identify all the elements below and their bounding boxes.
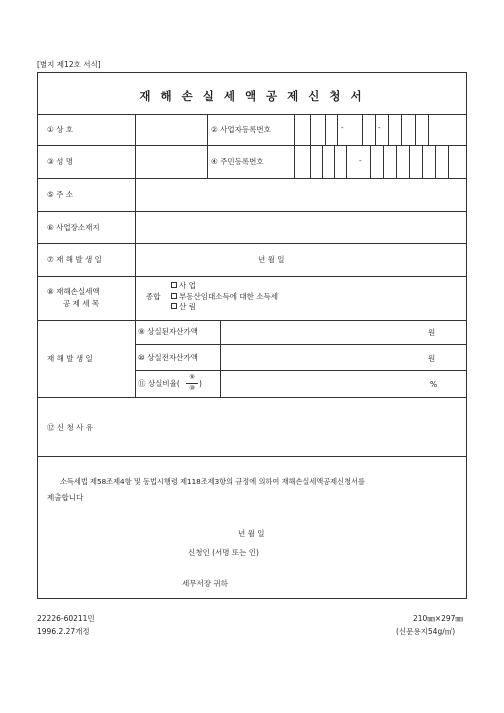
column-divider	[220, 320, 221, 397]
row-divider	[37, 114, 467, 115]
cell-divider	[409, 145, 410, 178]
cell-divider	[396, 145, 397, 178]
separator-dash: -	[378, 124, 381, 132]
revision-date: 1996.2.27개정	[37, 627, 90, 636]
label-lost-assets: ⑨ 상실된자산가액	[138, 327, 198, 336]
label-disaster-occurrence: 재 해 발 생 일	[47, 354, 93, 363]
cell-divider	[370, 145, 371, 178]
row-divider	[135, 344, 467, 345]
ratio-numerator: ⑨	[189, 373, 195, 381]
label-company-name: ① 상 호	[47, 125, 73, 134]
row-divider	[37, 211, 467, 212]
cell-divider	[388, 114, 389, 145]
row-divider	[135, 370, 467, 371]
label-combined: 종합	[146, 292, 161, 301]
cell-divider	[322, 145, 323, 178]
row-divider	[37, 178, 467, 179]
separator-dash: -	[359, 157, 362, 165]
row-divider	[37, 243, 467, 244]
column-divider	[294, 114, 295, 178]
declaration-text-end: 제출합니다	[47, 493, 84, 502]
sign-date: 년 월 일	[238, 529, 265, 538]
unit-won: 원	[428, 354, 436, 363]
cell-divider	[435, 145, 436, 178]
row-divider	[37, 397, 467, 398]
cell-divider	[334, 145, 335, 178]
form-code: 22226-60211민	[37, 614, 95, 623]
label-business-location: ⑥ 사업장소재지	[47, 223, 100, 232]
cell-divider	[362, 114, 363, 145]
cell-divider	[448, 145, 449, 178]
checkbox-real-estate[interactable]	[171, 293, 177, 299]
cell-divider	[346, 145, 347, 178]
separator-dash: -	[341, 124, 344, 132]
row-divider	[37, 320, 467, 321]
label-person-name: ③ 성 명	[47, 157, 73, 166]
label-disaster-date: ⑦ 재 해 발 생 일	[47, 255, 102, 264]
column-divider	[135, 114, 136, 397]
cell-divider	[422, 145, 423, 178]
option-real-estate: 부동산임대소득에 대한 소득세	[179, 292, 278, 301]
label-resident-number: ④ 주민등록번호	[211, 157, 264, 166]
label-loss-ratio: ⑪ 상실비율(	[138, 379, 180, 388]
cell-divider	[415, 114, 416, 145]
row-divider	[37, 456, 467, 457]
applicant-signature: 신청인 (서명 또는 인)	[188, 548, 259, 557]
label-assets-before-loss: ⑩ 상실전자산가액	[138, 353, 198, 362]
option-business: 사 업	[179, 281, 196, 290]
ratio-denominator: ⑩	[189, 384, 195, 392]
cell-divider	[428, 114, 429, 145]
recipient: 세무서장 귀하	[182, 579, 228, 588]
paper-size: 210㎜×297㎜	[413, 614, 463, 623]
checkbox-forest[interactable]	[171, 303, 177, 309]
label-application-reason: ⑫ 신 청 사 유	[47, 423, 94, 432]
cell-divider	[383, 145, 384, 178]
label-loss-ratio-close: )	[199, 379, 202, 388]
cell-divider	[310, 145, 311, 178]
form-title: 재 해 손 실 세 액 공 제 신 청 서	[139, 89, 365, 103]
cell-divider	[401, 114, 402, 145]
form-reference: [별지 제12호 서식]	[37, 60, 101, 69]
row-divider	[37, 276, 467, 277]
label-tax-items: 공 제 세 목	[63, 299, 100, 308]
label-address: ⑤ 주 소	[47, 190, 73, 199]
checkbox-business[interactable]	[171, 282, 177, 288]
unit-won: 원	[428, 328, 436, 337]
cell-divider	[375, 114, 376, 145]
cell-divider	[310, 114, 311, 145]
paper-type: (신문용지54g/㎡)	[396, 627, 456, 636]
label-tax-loss: ⑧ 재해손실세액	[47, 287, 100, 296]
declaration-text: 소득세법 제58조제4항 및 동법시행령 제118조제3항의 규정에 의하여 재해손실세액공제신청서를	[60, 477, 365, 486]
cell-divider	[337, 114, 338, 145]
row-divider	[37, 145, 467, 146]
label-business-number: ② 사업자등록번호	[211, 125, 271, 134]
option-forest: 산 림	[179, 302, 196, 311]
unit-percent: %	[430, 380, 438, 389]
disaster-date-value: 년 월 일	[258, 255, 285, 264]
cell-divider	[325, 114, 326, 145]
form-border	[37, 72, 467, 599]
column-divider	[207, 114, 208, 178]
